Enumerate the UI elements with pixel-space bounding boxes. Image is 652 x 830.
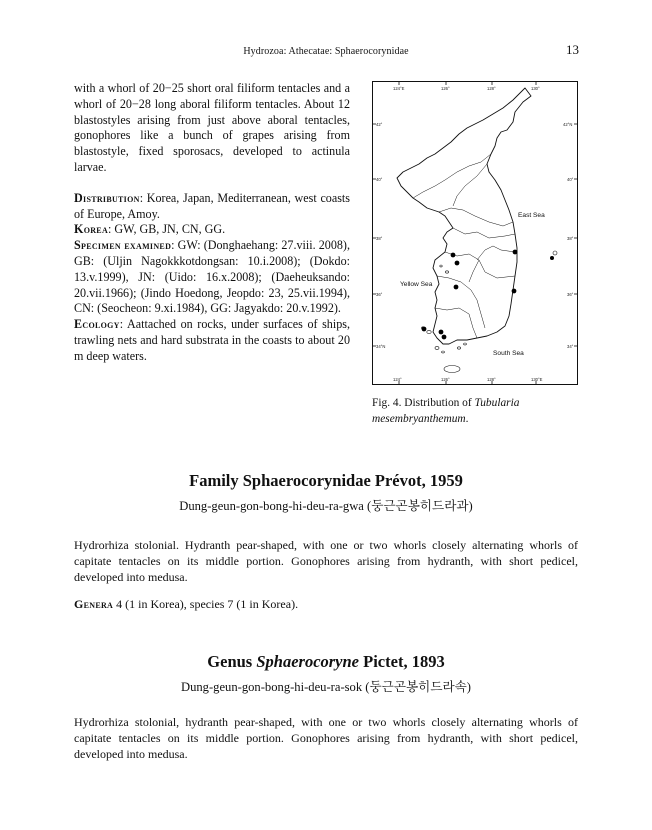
right-lat-label: 40°	[567, 177, 574, 182]
family-heading: Family Sphaerocorynidae Prévot, 1959	[189, 471, 463, 490]
caption-prefix: Fig. 4. Distribution of	[372, 397, 475, 409]
left-lat-label: 40°	[376, 177, 383, 182]
genera-line	[74, 596, 578, 612]
right-lat-label: 36°	[567, 292, 574, 297]
distribution-text: : Korea, Japan, Mediterranean, west coasts of Europe, Amoy.	[74, 190, 350, 221]
korea-label: Korea	[74, 222, 109, 237]
running-head: Hydrozoa: Athecatae: Sphaerocorynidae	[243, 46, 409, 57]
left-lat-label: 42°	[376, 122, 383, 127]
record-point	[451, 253, 456, 258]
record-point	[439, 330, 444, 335]
distribution-label: Distribution	[74, 190, 140, 205]
family-korean-name: Dung-geun-gon-bong-hi-deu-ra-gwa (둥근곤봉히드라과)	[179, 499, 473, 513]
figure-caption	[372, 396, 584, 427]
genera-label: Genera	[74, 597, 114, 611]
left-lat-label: 36°	[376, 292, 383, 297]
korea-map-svg	[373, 82, 577, 384]
korea-paragraph	[74, 222, 350, 238]
record-point	[550, 256, 554, 260]
genera-text: 4 (1 in Korea), species 7 (1 in Korea).	[113, 597, 299, 611]
genus-name: Sphaerocoryne	[256, 652, 360, 671]
korea-text: : GW, GB, JN, CN, GG.	[108, 222, 226, 237]
right-lat-label: 34°	[567, 344, 574, 349]
genus-korean-name: Dung-geun-gon-bong-hi-deu-ra-sok (둥근곤봉히드라속)	[180, 680, 472, 694]
family-description: Hydrorhiza stolonial. Hydranth pear-shaped, with one or two whorls closely alternating whorls of capitate tentacles on its middle portion. Gonophores arising from hydranth, with short pedicel, developed into medusa.	[74, 538, 578, 585]
bottom-lon-label: 130°E	[531, 377, 543, 382]
distribution-map	[372, 81, 578, 385]
caption-species: Tubularia mesembryanthemum	[372, 397, 520, 425]
bottom-lon-label: 126°	[441, 377, 450, 382]
top-lon-label: 126°	[441, 86, 450, 91]
ecology-text: : Aattached on rocks, under surfaces of ships, trawling nets and hard substrata in the coasts to about 20 m deep waters.	[74, 317, 350, 363]
genus-description: Hydrorhiza stolonial, hydranth pear-shaped, with one or two whorls closely alternating whorls of capitate tentacles on its middle portion. Gonophores arising from hydranth, with short pedicel, developed into medusa.	[74, 715, 578, 762]
record-point	[455, 261, 460, 266]
record-point	[512, 289, 517, 294]
record-point	[422, 327, 427, 332]
species-account	[74, 81, 350, 365]
specimen-paragraph	[74, 238, 350, 317]
description-text: with a whorl of 20−25 short oral filiform tentacles and a whorl of 20−28 long aboral filiform tentacles. About 12 blastostyles arising from just above aboral tentacles, gonophores like a bunch of grapes arising from blastostyle, fixed sporosacs, developed to actinula larvae.	[74, 81, 350, 174]
right-lat-label: 38°	[567, 236, 574, 241]
genus-author: Pictet, 1893	[359, 652, 445, 671]
ecology-label: Ecology	[74, 317, 120, 332]
bottom-lon-label: 128°	[487, 377, 496, 382]
specimen-label: Specimen examined	[74, 238, 172, 253]
korean-peninsula-outline	[397, 88, 531, 344]
genus-heading	[0, 652, 652, 672]
record-point	[454, 285, 459, 290]
east-sea-label: East Sea	[518, 212, 545, 219]
left-lat-label: 34°N	[376, 344, 386, 349]
specimen-text: : GW: (Donghaehang: 27.viii. 2008), GB: (Uljin Nagokkkotdongsan: 10.i.2008); (Dokdo: 13.v.1999), JN: (Uido: 16.x.2008); (Daeheuksando: 20.vii.1966); (Jindo Hoedong, Jeopdo: 23, 25.vii.1994), CN: (Seocheon: 9.xi.1984), GG: Jagyakdo: 20.v.1992).	[74, 238, 350, 316]
top-lon-label: 124°E	[393, 86, 405, 91]
record-point	[442, 335, 447, 340]
distribution-paragraph	[74, 191, 350, 223]
caption-suffix: .	[465, 412, 469, 425]
bottom-lon-label: 124°	[393, 377, 402, 382]
record-point	[513, 250, 518, 255]
ecology-paragraph	[74, 317, 350, 364]
yellow-sea-label: Yellow Sea	[400, 281, 433, 288]
top-lon-label: 130°	[531, 86, 540, 91]
top-lon-label: 128°	[487, 86, 496, 91]
page-number: 13	[566, 42, 579, 57]
right-lat-label: 42°N	[563, 122, 573, 127]
genus-title-prefix: Genus	[207, 652, 257, 671]
south-sea-label: South Sea	[493, 350, 524, 357]
left-lat-label: 38°	[376, 236, 383, 241]
